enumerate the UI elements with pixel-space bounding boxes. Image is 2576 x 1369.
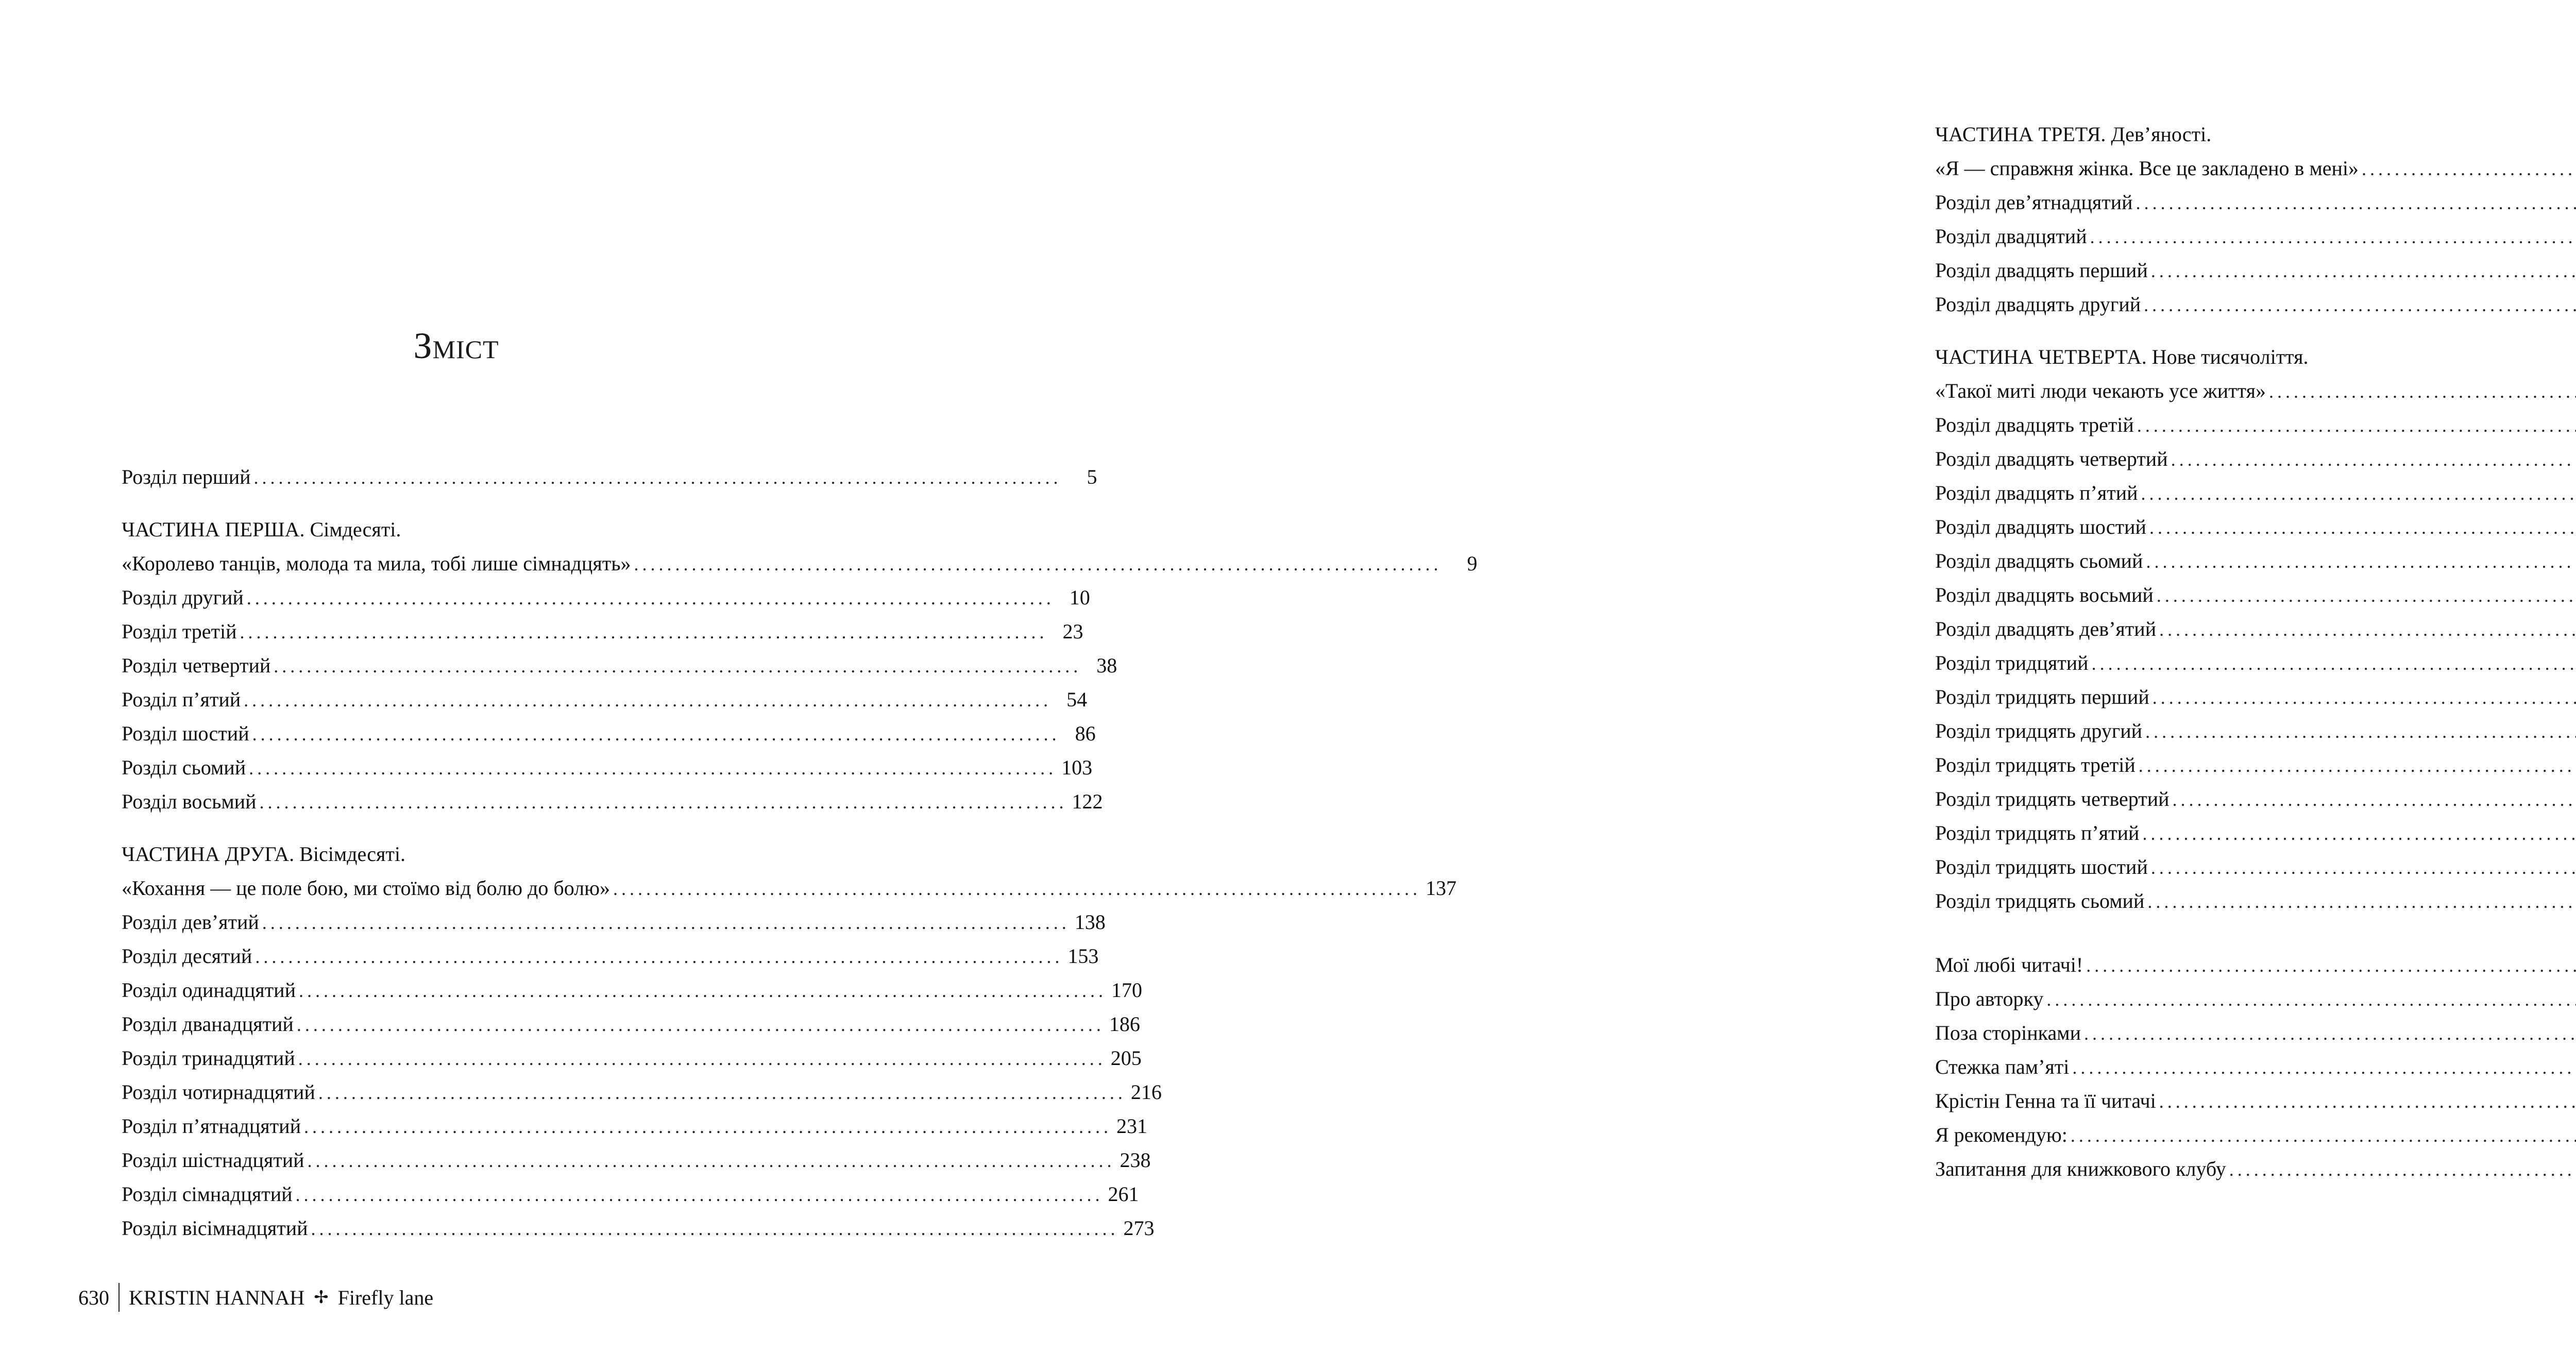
dot-leader (2149, 511, 2576, 545)
entry-page: 238 (1120, 1148, 1151, 1172)
toc-entry[interactable] (1935, 680, 2576, 714)
toc-entry[interactable] (122, 581, 1090, 615)
entry-label: Крістін Генна та її читачі (1935, 1089, 2156, 1112)
entry-page: 54 (1066, 688, 1088, 711)
dot-leader (2362, 152, 2576, 186)
toc-entry[interactable] (1935, 1050, 2576, 1084)
part-two (122, 837, 1457, 1245)
folio-page-number: 630 (78, 1286, 109, 1309)
entry-label: Я рекомендую: (1935, 1123, 2067, 1146)
toc-entry-epigraph[interactable] (1935, 374, 2576, 408)
dot-leader (2084, 1017, 2576, 1051)
toc-entry[interactable] (122, 649, 1117, 683)
entry-label: Розділ шостий (122, 722, 249, 745)
entry-label: Розділ тринадцятий (122, 1046, 295, 1070)
toc-entry[interactable] (1935, 185, 2576, 219)
entry-label: «Такої миті люди чекають усе життя» (1935, 379, 2266, 402)
toc-entry-epigraph[interactable] (122, 871, 1457, 905)
toc-entry[interactable] (1935, 1118, 2576, 1152)
toc-entry[interactable] (1935, 510, 2576, 544)
entry-page: 170 (1111, 978, 1142, 1002)
entry-label: Розділ п’ятнадцятий (122, 1114, 301, 1138)
footer-book-title: Firefly lane (337, 1286, 434, 1309)
entry-label: Розділ двадцять шостий (1935, 515, 2146, 538)
entry-label: Розділ шістнадцятий (122, 1148, 304, 1172)
dot-leader (2046, 983, 2576, 1017)
toc-entry[interactable] (1935, 408, 2576, 442)
toc-entry[interactable] (1935, 253, 2576, 288)
entry-label: Розділ двадцятий (1935, 225, 2087, 248)
toc-entry[interactable] (1935, 1084, 2576, 1118)
entry-label: Запитання для книжкового клубу (1935, 1157, 2226, 1180)
dot-leader (2269, 375, 2576, 409)
dot-leader (2141, 477, 2576, 511)
toc-right-column (1935, 117, 2576, 1186)
toc-entry[interactable] (1935, 288, 2576, 322)
entry-page: 9 (1467, 552, 1478, 575)
dot-leader (2151, 851, 2576, 885)
entry-label: Розділ тридцять четвертий (1935, 787, 2170, 810)
toc-entry[interactable] (1935, 578, 2576, 612)
entry-label: «Королево танців, молода та мила, тобі лише сімнадцять» (122, 552, 631, 575)
entry-label: Розділ двадцять восьмий (1935, 583, 2154, 606)
part-one (122, 513, 1478, 819)
toc-entry[interactable] (1935, 646, 2576, 680)
entry-label: Розділ дванадцятий (122, 1012, 294, 1036)
entry-label: Розділ десятий (122, 944, 252, 968)
entry-label: «Я — справжня жінка. Все це закладено в мені» (1935, 157, 2359, 180)
dot-leader (2171, 443, 2576, 477)
entry-label: Розділ третій (122, 620, 237, 643)
toc-entry[interactable] (1935, 982, 2576, 1016)
back-matter (1935, 948, 2576, 1186)
entry-label: Розділ тридцять перший (1935, 685, 2149, 708)
entry-label: Про авторку (1935, 987, 2044, 1010)
entry-page: 86 (1075, 722, 1096, 745)
dot-leader (2090, 220, 2576, 254)
entry-label: Розділ вісімнадцятий (122, 1216, 308, 1240)
entry-label: Розділ тридцять п’ятий (1935, 821, 2140, 844)
entry-label: Розділ двадцять третій (1935, 413, 2134, 436)
entry-label: Розділ тридцять сьомий (1935, 889, 2145, 912)
toc-entry[interactable] (122, 785, 1103, 819)
entry-page: 153 (1067, 944, 1099, 968)
entry-label: Розділ перший (122, 465, 251, 488)
entry-label: Розділ другий (122, 586, 244, 609)
toc-entry[interactable] (122, 905, 1106, 939)
toc-entry[interactable] (122, 1177, 1139, 1211)
toc-entry[interactable] (1935, 442, 2576, 476)
toc-entry[interactable] (1935, 748, 2576, 782)
entry-label: Розділ тридцятий (1935, 651, 2089, 674)
right-page (912, 0, 2359, 1369)
toc-entry[interactable] (122, 683, 1088, 717)
entry-label: Розділ двадцять сьомий (1935, 549, 2143, 572)
dot-leader (2139, 749, 2576, 783)
toc-entry[interactable] (122, 751, 1093, 785)
entry-page: 138 (1074, 910, 1106, 934)
entry-label: Розділ сімнадцятий (122, 1182, 293, 1206)
entry-label: Розділ двадцять дев’ятий (1935, 617, 2157, 640)
dot-leader (2151, 254, 2576, 288)
dot-leader (2157, 579, 2576, 613)
ornament-icon: ✢ (314, 1288, 329, 1307)
dot-leader (2145, 715, 2576, 749)
dot-leader (2142, 817, 2576, 851)
toc-entry-epigraph[interactable] (122, 547, 1478, 581)
entry-page: 205 (1110, 1046, 1142, 1070)
dot-leader (2147, 885, 2576, 919)
toc-entry-epigraph[interactable] (1935, 151, 2576, 185)
toc-entry[interactable] (1935, 1016, 2576, 1050)
toc-entry[interactable] (122, 1075, 1162, 1109)
spacer (122, 819, 791, 837)
toc-entry[interactable] (122, 939, 1099, 973)
entry-label: Розділ восьмий (122, 790, 257, 813)
toc-entry[interactable] (122, 1109, 1147, 1143)
entry-label: Розділ п’ятий (122, 688, 241, 711)
entry-page: 10 (1069, 586, 1090, 609)
dot-leader (2173, 783, 2576, 817)
toc-entry[interactable] (122, 615, 1083, 649)
entry-label: Розділ сьомий (122, 756, 246, 779)
entry-page: 38 (1096, 654, 1117, 677)
toc-entry[interactable] (1935, 714, 2576, 748)
toc-entry[interactable] (1935, 782, 2576, 816)
entry-label: «Кохання — це поле бою, ми стоїмо від болю до болю» (122, 876, 611, 900)
dot-leader (2136, 186, 2576, 220)
dot-leader (2159, 613, 2576, 647)
entry-label: Розділ дев’ятий (122, 910, 259, 934)
toc-entry[interactable] (1935, 1152, 2576, 1186)
part-four (1935, 340, 2576, 918)
entry-page: 122 (1072, 790, 1103, 813)
entry-label: Розділ тридцять третій (1935, 753, 2136, 776)
toc-entry[interactable] (1935, 544, 2576, 578)
entry-page: 273 (1123, 1216, 1155, 1240)
dot-leader (2146, 545, 2576, 579)
spacer (122, 494, 791, 513)
part-heading: ЧАСТИНА ДРУГА. Вісімдесяті. (122, 842, 405, 866)
toc-entry[interactable] (1935, 219, 2576, 253)
entry-page: 231 (1116, 1114, 1147, 1138)
toc-entry[interactable] (1935, 612, 2576, 646)
dot-leader (2086, 949, 2576, 983)
dot-leader (2092, 647, 2576, 681)
entry-label: Розділ двадцять п’ятий (1935, 481, 2138, 504)
footer-author: KRISTIN HANNAH (129, 1286, 305, 1309)
toc-entry[interactable] (1935, 948, 2576, 982)
part-heading: ЧАСТИНА ТРЕТЯ. Дев’яності. (1935, 123, 2212, 146)
entry-page: 137 (1426, 876, 1457, 900)
entry-label: Розділ тридцять другий (1935, 719, 2143, 742)
entry-page: 103 (1061, 756, 1093, 779)
running-footer (78, 1283, 433, 1312)
dot-leader (2229, 1153, 2576, 1187)
entry-label: Стежка пам’яті (1935, 1055, 2070, 1078)
entry-page: 5 (1087, 465, 1097, 488)
entry-label: Розділ двадцять перший (1935, 259, 2148, 282)
dot-leader (2137, 409, 2576, 443)
entry-label: Розділ чотирнадцятий (122, 1080, 315, 1104)
dot-leader (2072, 1051, 2576, 1085)
entry-label: Поза сторінками (1935, 1021, 2081, 1044)
entry-page: 216 (1130, 1080, 1162, 1104)
part-three (1935, 117, 2576, 322)
toc-entry[interactable] (1935, 816, 2576, 850)
dot-leader (2144, 288, 2576, 322)
spacer (1935, 322, 2576, 340)
entry-page: 261 (1108, 1182, 1139, 1206)
dot-leader (2159, 1085, 2576, 1119)
part-heading: ЧАСТИНА ЧЕТВЕРТА. Нове тисячоліття. (1935, 345, 2309, 368)
entry-label: Розділ двадцять четвертий (1935, 447, 2168, 470)
entry-label: Розділ тридцять шостий (1935, 855, 2148, 878)
dot-leader (2153, 681, 2576, 715)
toc-entry[interactable] (1935, 850, 2576, 884)
toc-entry[interactable] (122, 1143, 1151, 1177)
toc-title: Зміст (413, 325, 499, 366)
toc-entry[interactable] (122, 717, 1096, 751)
toc-entry[interactable] (1935, 476, 2576, 510)
toc-entry[interactable] (122, 1211, 1155, 1245)
part-heading: ЧАСТИНА ПЕРША. Сімдесяті. (122, 518, 401, 541)
entry-label: Розділ дев’ятнадцятий (1935, 191, 2133, 214)
toc-entry[interactable] (122, 1007, 1140, 1041)
toc-entry[interactable] (122, 1041, 1142, 1075)
dot-leader (2071, 1119, 2576, 1153)
toc-entry-intro[interactable] (122, 460, 1097, 494)
entry-page: 186 (1109, 1012, 1140, 1036)
toc-entry[interactable] (122, 973, 1142, 1007)
toc-left-column (122, 460, 1478, 1245)
entry-label: Розділ четвертий (122, 654, 271, 677)
entry-label: Мої любі читачі! (1935, 953, 2083, 976)
entry-label: Розділ двадцять другий (1935, 293, 2141, 316)
spacer (1935, 918, 2576, 948)
footer-divider (118, 1283, 120, 1312)
entry-page: 23 (1062, 620, 1083, 643)
entry-label: Розділ одинадцятий (122, 978, 296, 1002)
toc-entry[interactable] (1935, 884, 2576, 918)
